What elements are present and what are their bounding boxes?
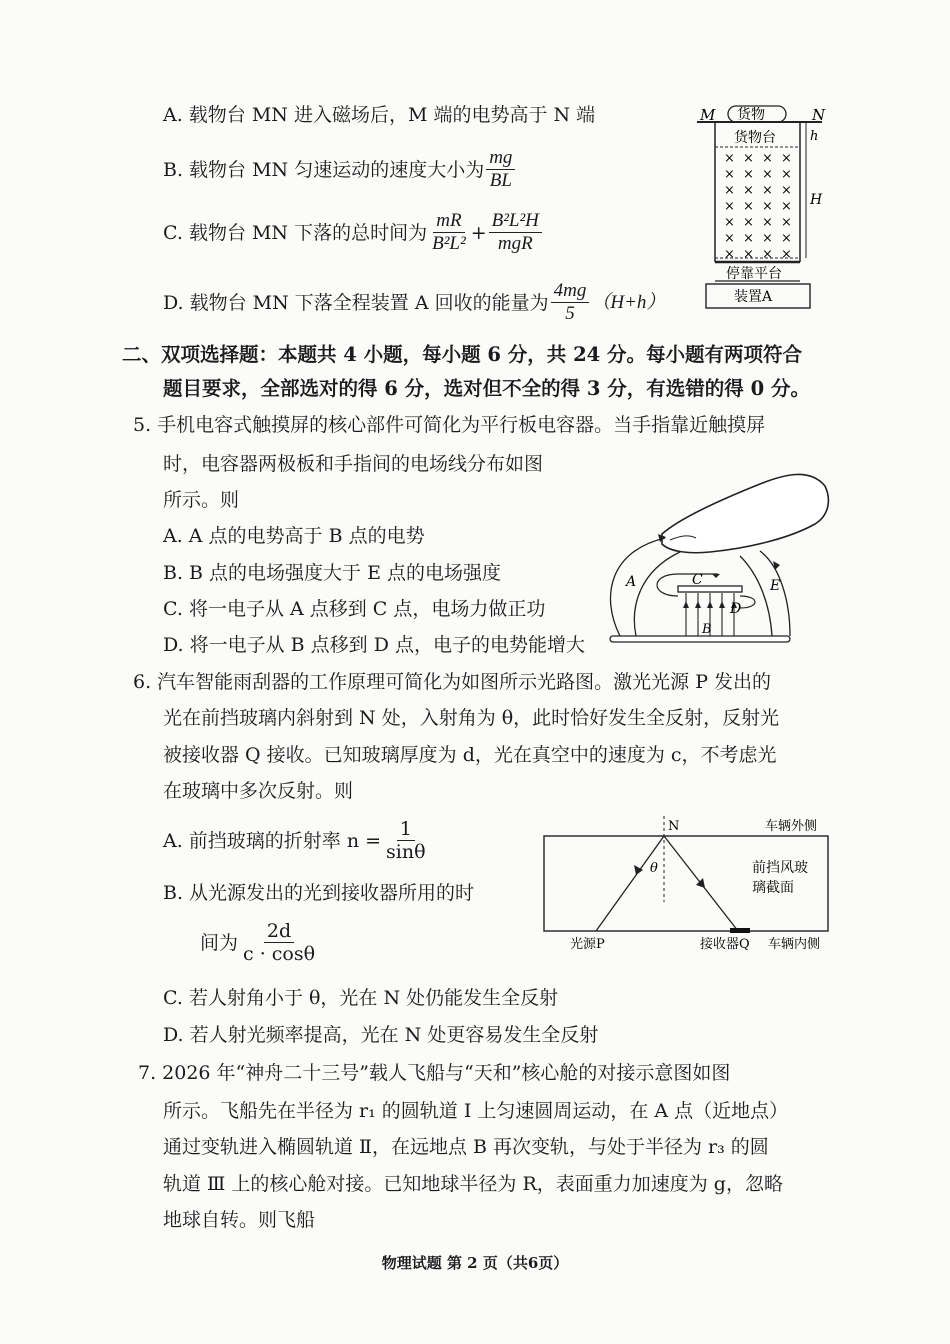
q6-stem-line4: 在玻璃中多次反射。则 xyxy=(163,780,354,802)
page-footer: 物理试题 第 2 页（共6页） xyxy=(381,1254,569,1272)
arrowhead xyxy=(719,601,725,608)
field-cross-mark: × xyxy=(781,183,792,198)
label-receiver-q: 接收器Q xyxy=(700,937,750,952)
q4-option-c-text: C. 载物台 MN 下落的总时间为 xyxy=(163,221,428,244)
fraction-numerator: B²L²H xyxy=(489,210,542,233)
q7-stem-line3: 通过变轨进入椭圆轨道 Ⅱ，在远地点 B 再次变轨，与处于半径为 r₃ 的圆 xyxy=(163,1136,769,1158)
q4-option-d-tail: （H+h） xyxy=(591,291,666,313)
q6-option-b-line2 xyxy=(200,920,320,965)
field-cross-mark: × xyxy=(781,215,792,230)
label-point-a: A xyxy=(626,574,637,590)
field-cross-mark: × xyxy=(762,231,773,246)
label-point-c: C xyxy=(692,572,703,588)
label-n: N xyxy=(812,106,826,124)
field-cross-mark: × xyxy=(781,151,792,166)
q6-option-c: C. 若人射角小于 θ，光在 N 处仍能发生全反射 xyxy=(163,987,559,1009)
q7-stem-line4: 轨道 Ⅲ 上的核心舱对接。已知地球半径为 R，表面重力加速度为 g，忽略 xyxy=(163,1173,783,1195)
q6-option-d: D. 若人射光频率提高，光在 N 处更容易发生全反射 xyxy=(163,1024,599,1046)
lower-plate xyxy=(610,636,790,642)
q5-figure-electric-field xyxy=(600,456,836,646)
label-vehicle-inside: 车辆内侧 xyxy=(768,937,821,952)
label-device-a: 装置A xyxy=(734,289,773,305)
q5-option-b: B. B 点的电场强度大于 E 点的电场强度 xyxy=(163,562,501,584)
fraction-numerator: 1 xyxy=(397,818,415,841)
label-theta: θ xyxy=(650,861,658,876)
field-cross-mark: × xyxy=(762,247,773,262)
fraction-denominator: B²L² xyxy=(432,233,466,254)
q5-option-c: C. 将一电子从 A 点移到 C 点，电场力做正功 xyxy=(163,598,546,620)
label-glass-1: 前挡风玻 xyxy=(752,860,808,876)
label-point-e: E xyxy=(770,578,781,594)
field-cross-mark: × xyxy=(724,199,735,214)
fraction-numerator: 2d xyxy=(264,920,294,943)
q4-option-b xyxy=(163,147,517,192)
q6-option-a-text: A. 前挡玻璃的折射率 n = xyxy=(163,829,382,852)
q7-stem-line5: 地球自转。则飞船 xyxy=(163,1209,316,1231)
incident-ray xyxy=(596,836,664,931)
q4-option-c-fraction-1 xyxy=(429,210,469,255)
field-line-inner-right xyxy=(740,596,755,608)
field-cross-mark: × xyxy=(743,215,754,230)
label-platform: 货物台 xyxy=(734,130,776,146)
fraction-numerator: 4mg xyxy=(551,280,590,303)
arrowhead xyxy=(695,601,701,608)
section2-line2: 题目要求，全部选对的得 6 分，选对但不全的得 3 分，有选错的得 0 分。 xyxy=(163,377,810,400)
field-cross-mark: × xyxy=(762,151,773,166)
field-cross-mark: × xyxy=(762,215,773,230)
field-cross-mark: × xyxy=(781,247,792,262)
fraction-numerator: mg xyxy=(486,147,515,170)
arrowhead xyxy=(712,574,720,578)
label-h-large: H xyxy=(810,192,823,208)
q6-option-a xyxy=(163,818,431,863)
q4-option-b-fraction xyxy=(486,147,515,192)
q6-option-b-line1: B. 从光源发出的光到接收器所用的时 xyxy=(163,882,475,904)
field-cross-mark: × xyxy=(724,167,735,182)
q5-stem-line1: 5. 手机电容式触摸屏的核心部件可简化为平行板电容器。当手指靠近触摸屏 xyxy=(133,414,766,436)
field-cross-mark: × xyxy=(781,231,792,246)
arrowhead xyxy=(683,601,689,608)
receiver-q-block xyxy=(730,928,750,933)
q4-option-d-text: D. 载物台 MN 下落全程装置 A 回收的能量为 xyxy=(163,291,549,314)
fraction-numerator: mR xyxy=(433,210,464,233)
q4-option-a: A. 载物台 MN 进入磁场后，M 端的电势高于 N 端 xyxy=(163,104,596,126)
label-point-b: B xyxy=(702,622,712,637)
q4-option-c xyxy=(163,210,544,255)
q4-option-c-fraction-2 xyxy=(489,210,542,255)
field-cross-mark: × xyxy=(724,151,735,166)
field-cross-mark: × xyxy=(762,199,773,214)
label-n: N xyxy=(668,819,680,834)
label-dock: 停靠平台 xyxy=(726,266,782,282)
label-cargo: 货物 xyxy=(737,107,765,123)
q6-figure-light-path xyxy=(540,812,840,957)
upper-plate xyxy=(678,586,742,592)
q5-option-a: A. A 点的电势高于 B 点的电势 xyxy=(163,525,425,547)
fraction-denominator: BL xyxy=(489,170,512,191)
q6-stem-line2: 光在前挡玻璃内斜射到 N 处，入射角为 θ，此时恰好发生全反射，反射光 xyxy=(163,707,780,729)
fraction-denominator: mgR xyxy=(497,233,533,254)
label-point-d: D xyxy=(730,601,742,617)
field-cross-mark: × xyxy=(781,167,792,182)
finger-shape xyxy=(662,474,828,552)
field-cross-mark: × xyxy=(743,231,754,246)
field-cross-mark: × xyxy=(724,183,735,198)
field-cross-mark: × xyxy=(762,167,773,182)
field-cross-mark: × xyxy=(724,231,735,246)
label-vehicle-outside: 车辆外侧 xyxy=(765,819,818,834)
field-cross-mark: × xyxy=(781,199,792,214)
fraction-denominator: 5 xyxy=(565,303,575,324)
q6-option-b-text: 间为 xyxy=(200,931,239,954)
field-cross-mark: × xyxy=(743,199,754,214)
field-line-inner-left xyxy=(657,574,718,596)
q7-stem-line2: 所示。飞船先在半径为 r₁ 的圆轨道 Ⅰ 上匀速圆周运动，在 A 点（近地点） xyxy=(163,1100,789,1122)
section2-line1: 二、双项选择题：本题共 4 小题，每小题 6 分，共 24 分。每小题有两项符合 xyxy=(122,343,803,366)
q6-stem-line3: 被接收器 Q 接收。已知玻璃厚度为 d，光在真空中的速度为 c，不考虑光 xyxy=(163,744,777,766)
field-cross-mark: × xyxy=(724,215,735,230)
q6-stem-line1: 6. 汽车智能雨刮器的工作原理可简化为如图所示光路图。激光光源 P 发出的 xyxy=(133,671,772,693)
field-cross-mark: × xyxy=(743,151,754,166)
fraction-denominator: sinθ xyxy=(386,841,426,863)
plus-sign: + xyxy=(470,221,487,244)
magnetic-field-crosses xyxy=(724,151,792,262)
fraction-denominator: c · cosθ xyxy=(243,943,316,965)
field-cross-mark: × xyxy=(724,247,735,262)
label-glass-2: 璃截面 xyxy=(752,880,794,896)
q5-stem-line2: 时，电容器两极板和手指间的电场线分布如图 xyxy=(163,453,544,475)
label-source-p: 光源P xyxy=(570,937,605,952)
q7-stem-line1: 7. 2026 年“神舟二十三号”载人飞船与“天和”核心舱的对接示意图如图 xyxy=(138,1062,731,1084)
field-cross-mark: × xyxy=(762,183,773,198)
field-cross-mark: × xyxy=(743,247,754,262)
q5-option-d: D. 将一电子从 B 点移到 D 点，电子的电势能增大 xyxy=(163,634,585,656)
q4-figure-magnetic-field xyxy=(692,100,827,315)
q6-option-b-fraction xyxy=(240,920,318,965)
field-line-mid-left xyxy=(634,552,680,636)
q4-option-d xyxy=(163,280,665,325)
label-m: M xyxy=(700,106,716,124)
arrowhead xyxy=(773,561,780,570)
q4-option-b-text: B. 载物台 MN 匀速运动的速度大小为 xyxy=(163,158,485,181)
q4-option-d-fraction xyxy=(551,280,590,325)
field-cross-mark: × xyxy=(743,167,754,182)
q6-option-a-fraction xyxy=(383,818,429,863)
arrowhead xyxy=(707,601,713,608)
field-cross-mark: × xyxy=(743,183,754,198)
q5-stem-line3: 所示。则 xyxy=(163,489,240,511)
label-h-small: h xyxy=(810,129,819,144)
